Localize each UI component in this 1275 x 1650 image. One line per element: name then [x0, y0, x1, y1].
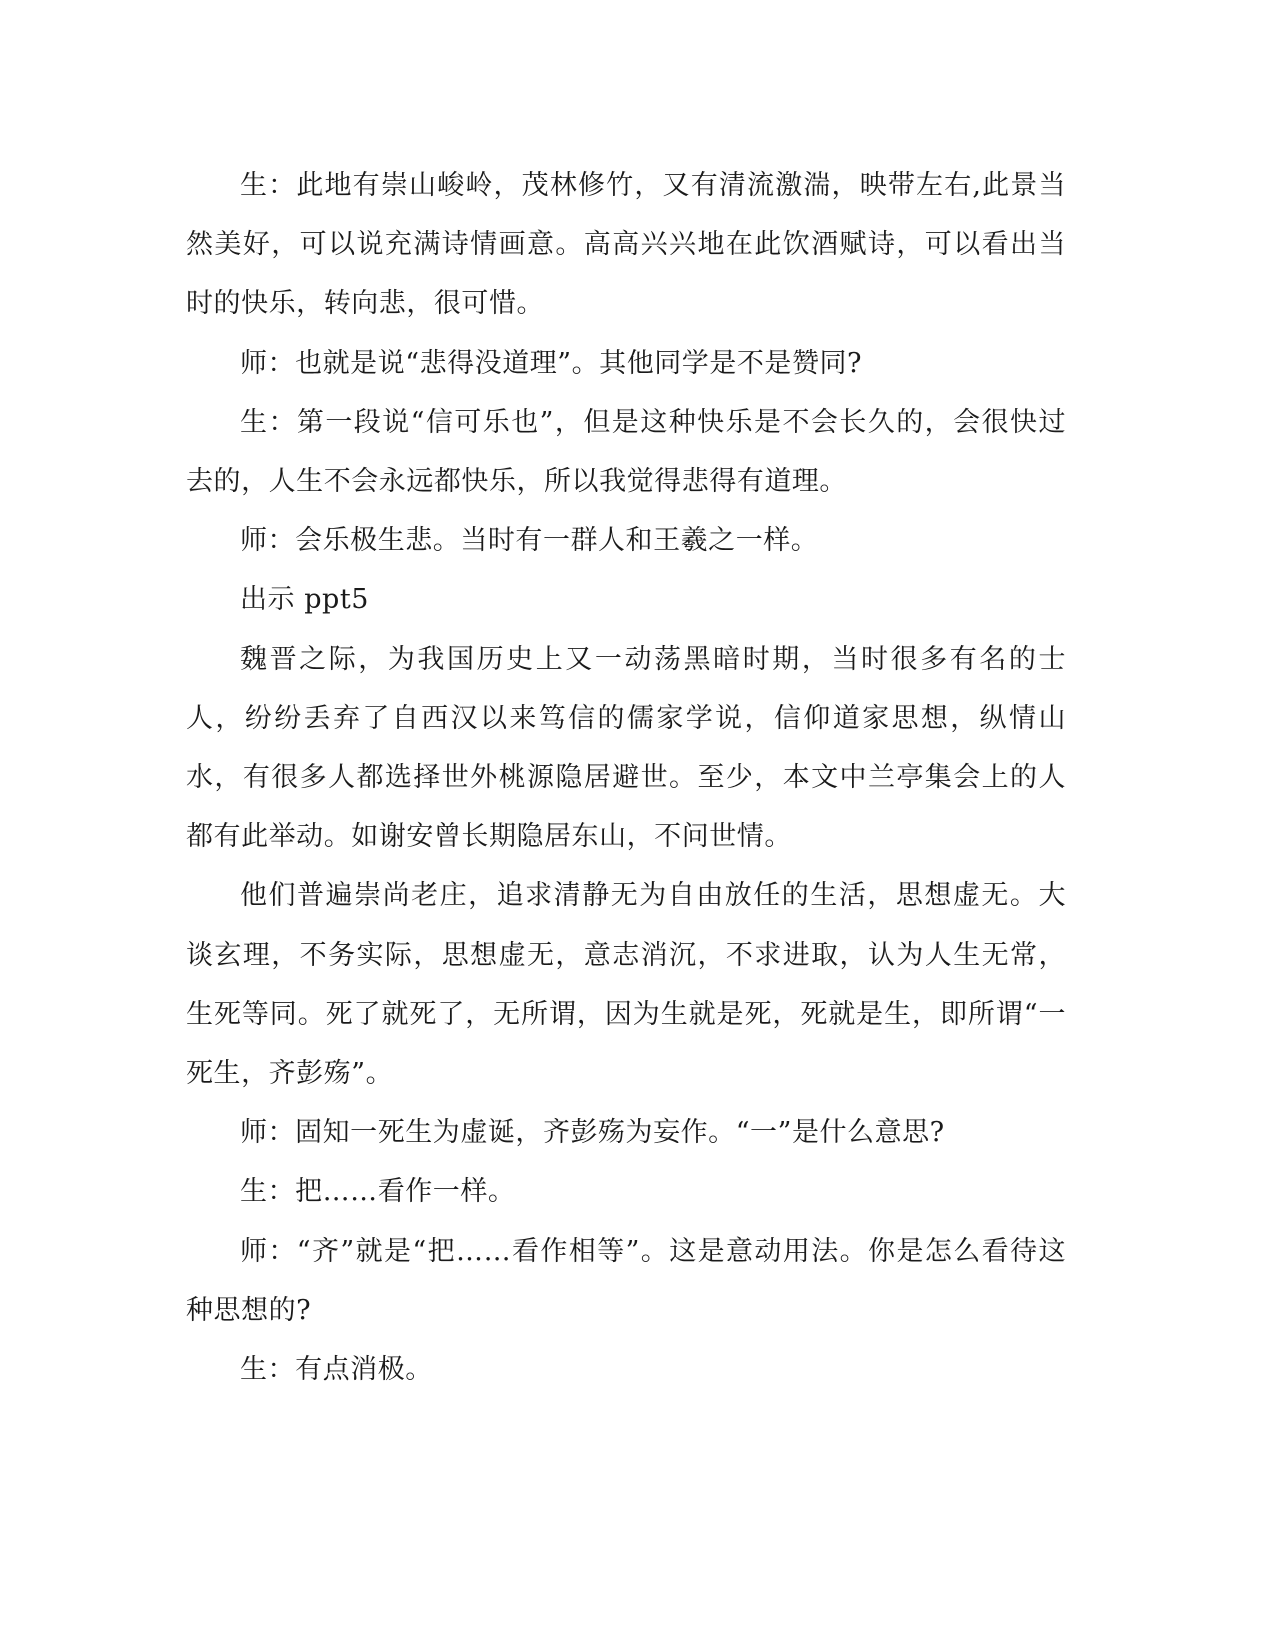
paragraph-teacher-extreme-joy: 师：会乐极生悲。当时有一群人和王羲之一样。 [240, 525, 819, 557]
paragraph-student-scenery: 生：此地有崇山峻岭，茂林修竹，又有清流激湍，映带左右,此景当然美好，可以说充满诗情画意。高高兴兴地在此饮酒赋诗，可以看出当时的快乐，转向悲，很可惜。 [186, 170, 1066, 320]
paragraph-wei-jin-history: 魏晋之际，为我国历史上又一动荡黑暗时期，当时很多有名的士人，纷纷丢弃了自西汉以来笃信的儒家学说，信仰道家思想，纵情山水，有很多人都选择世外桃源隐居避世。至少，本文中兰亭集会上的人都有此举动。如谢安曾长期隐居东山，不问世情。 [186, 643, 1066, 853]
paragraph-teacher-question-qi: 师：“齐”就是“把……看作相等”。这是意动用法。你是怎么看待这种思想的? [186, 1235, 1066, 1326]
document-body [186, 156, 1066, 1399]
paragraph-teacher-no-reason: 师：也就是说“悲得没道理”。其他同学是不是赞同? [240, 347, 863, 379]
paragraph-laozhuang-thought: 他们普遍崇尚老庄，追求清静无为自由放任的生活，思想虚无。大谈玄理，不务实际，思想虚无，意志消沉，不求进取，认为人生无常，生死等同。死了就死了，无所谓，因为生就是死，死就是生，即所谓“一死生，齐彭殇”。 [186, 880, 1066, 1090]
paragraph-student-answer-yi: 生：把……看作一样。 [240, 1176, 516, 1208]
paragraph-teacher-question-yi: 师：固知一死生为虚诞，齐彭殇为妄作。“一”是什么意思? [240, 1117, 945, 1149]
paragraph-student-joy-short: 生：第一段说“信可乐也”，但是这种快乐是不会长久的，会很快过去的，人生不会永远都快乐，所以我觉得悲得有道理。 [186, 406, 1066, 498]
paragraph-student-negative: 生：有点消极。 [240, 1354, 433, 1386]
paragraph-show-ppt5: 出示 ppt5 [240, 584, 369, 616]
